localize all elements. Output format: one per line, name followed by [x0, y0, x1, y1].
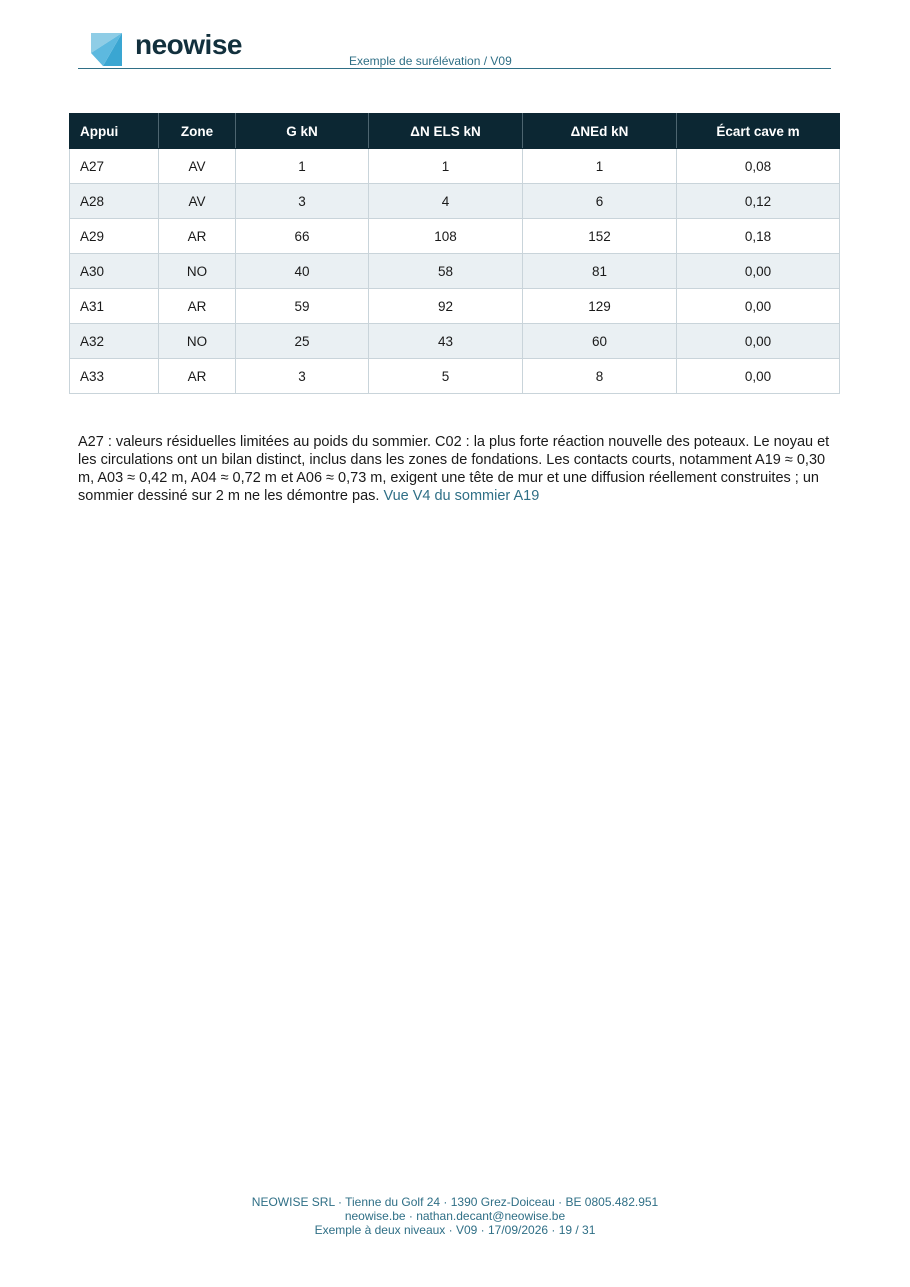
table-cell: A31: [70, 289, 159, 324]
table-cell: 60: [523, 324, 677, 359]
view-link[interactable]: Vue V4 du sommier A19: [383, 487, 540, 504]
table-cell: 1: [523, 149, 677, 184]
table-cell: AV: [159, 149, 236, 184]
support-reactions-table: [69, 113, 840, 394]
table-cell: 0,00: [677, 254, 840, 289]
page-header: [78, 30, 831, 70]
table-cell: AV: [159, 184, 236, 219]
table-row: [70, 254, 840, 289]
table-cell: 6: [523, 184, 677, 219]
table-cell: A29: [70, 219, 159, 254]
table-cell: 0,08: [677, 149, 840, 184]
table-cell: NO: [159, 324, 236, 359]
table-row: [70, 184, 840, 219]
page-info: Exemple à deux niveaux · V09 · 17/09/2026 · 19 / 31: [314, 1223, 596, 1237]
table-cell: 3: [236, 359, 369, 394]
column-header: Appui: [70, 114, 159, 149]
table-cell: AR: [159, 219, 236, 254]
table-cell: 8: [523, 359, 677, 394]
table-cell: A28: [70, 184, 159, 219]
table-cell: 0,00: [677, 359, 840, 394]
table-row: [70, 149, 840, 184]
table-cell: 66: [236, 219, 369, 254]
column-header: Zone: [159, 114, 236, 149]
neowise-logo-icon: [91, 33, 122, 66]
table-row: [70, 219, 840, 254]
company-contact: neowise.be · nathan.decant@neowise.be: [344, 1209, 566, 1223]
table-cell: 0,12: [677, 184, 840, 219]
table-cell: 1: [369, 149, 523, 184]
table-cell: 0,18: [677, 219, 840, 254]
table-row: [70, 289, 840, 324]
table-cell: NO: [159, 254, 236, 289]
column-header: G kN: [236, 114, 369, 149]
table-cell: 108: [369, 219, 523, 254]
table-cell: A30: [70, 254, 159, 289]
table-row: [70, 359, 840, 394]
table-cell: A32: [70, 324, 159, 359]
table-cell: AR: [159, 359, 236, 394]
table-cell: AR: [159, 289, 236, 324]
table-cell: 59: [236, 289, 369, 324]
table-cell: 129: [523, 289, 677, 324]
brand-wordmark: neowise: [135, 29, 242, 60]
table-cell: 4: [369, 184, 523, 219]
table-cell: 5: [369, 359, 523, 394]
header-divider: [78, 68, 831, 69]
table-cell: A33: [70, 359, 159, 394]
column-header: Écart cave m: [677, 114, 840, 149]
table-header-row: [70, 114, 840, 149]
document-subtitle: Exemple de surélévation / V09: [349, 54, 512, 68]
table-cell: 25: [236, 324, 369, 359]
page-footer: [0, 1195, 910, 1237]
table-cell: 43: [369, 324, 523, 359]
table-note: [78, 433, 834, 505]
table-cell: 1: [236, 149, 369, 184]
column-header: ΔNEd kN: [523, 114, 677, 149]
table-cell: 92: [369, 289, 523, 324]
table-cell: 152: [523, 219, 677, 254]
table-row: [70, 324, 840, 359]
column-header: ΔN ELS kN: [369, 114, 523, 149]
company-address: NEOWISE SRL · Tienne du Golf 24 · 1390 Grez-Doiceau · BE 0805.482.951: [251, 1195, 659, 1209]
table-cell: A27: [70, 149, 159, 184]
table-cell: 3: [236, 184, 369, 219]
table-cell: 40: [236, 254, 369, 289]
table-cell: 0,00: [677, 324, 840, 359]
table-cell: 81: [523, 254, 677, 289]
table-cell: 58: [369, 254, 523, 289]
note-text: A27 : valeurs résiduelles limitées au poids du sommier. C02 : la plus forte réaction nouvelle des poteaux. Le noyau et les circulations ont un bilan distinct, inclus dans les zones de fondations. Les contacts courts, notamment A19 ≈ 0,30 m, A03 ≈ 0,42 m, A04 ≈ 0,72 m et A06 ≈ 0,73 m, exigent une tête de mur et une diffusion réellement construites ; un sommier dessiné sur 2 m ne les démontre pas.: [78, 433, 830, 504]
table-cell: 0,00: [677, 289, 840, 324]
